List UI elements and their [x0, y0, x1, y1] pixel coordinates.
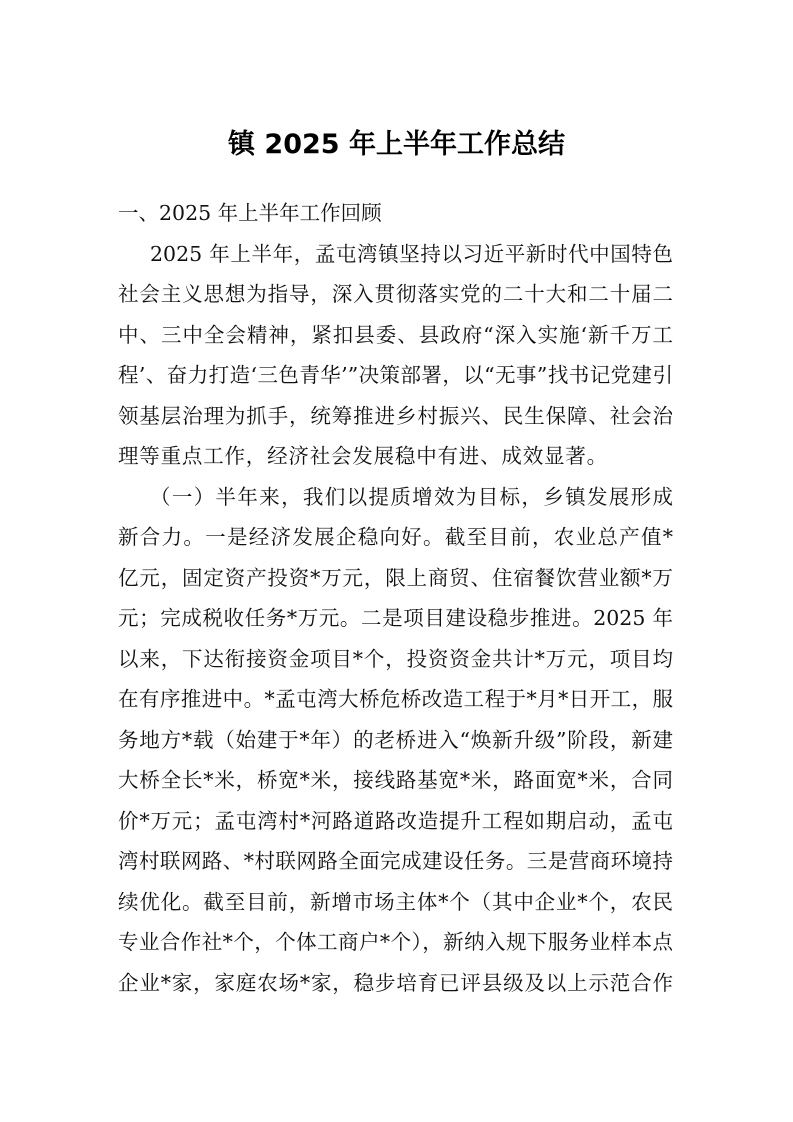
paragraph-line: 程’、奋力打造‘三色青华’”决策部署，以“无事”找书记党建引	[118, 363, 673, 387]
paragraph-line: 元；完成税收任务*万元。二是项目建设稳步推进。2025 年	[118, 606, 673, 630]
paragraph-development-progress	[118, 477, 673, 1004]
paragraph-line: 新合力。一是经济发展企稳向好。截至目前，农业总产值*	[118, 525, 673, 549]
paragraph-line: 大桥全长*米，桥宽*米，接线路基宽*米，路面宽*米，合同	[118, 768, 673, 792]
paragraph-line: 续优化。截至目前，新增市场主体*个（其中企业*个，农民	[118, 889, 673, 914]
paragraph-line: 价*万元；孟屯湾村*河路道路改造提升工程如期启动，孟屯	[118, 808, 673, 833]
paragraph-line: 亿元，固定资产投资*万元，限上商贸、住宿餐饮营业额*万	[118, 565, 673, 590]
paragraph-line: 中、三中全会精神，紧扣县委、县政府“深入实施‘新千万工	[118, 322, 673, 347]
paragraph-line: 企业*家，家庭农场*家，稳步培育已评县级及以上示范合作	[118, 970, 673, 995]
paragraph-line: 务地方*载（始建于*年）的老桥进入“焕新升级”阶段，新建	[118, 727, 673, 752]
paragraph-line: 在有序推进中。*孟屯湾大桥危桥改造工程于*月*日开工，服	[118, 687, 673, 711]
document-body	[118, 193, 673, 1003]
paragraph-line: 专业合作社*个，个体工商户*个），新纳入规下服务业样本点	[118, 930, 673, 954]
paragraph-line: 理等重点工作，经济社会发展稳中有进、成效显著。	[118, 444, 608, 468]
document-title: 镇 2025 年上半年工作总结	[228, 129, 565, 160]
paragraph-review-intro	[118, 234, 673, 477]
section-heading: 一、2025 年上半年工作回顾	[118, 201, 382, 225]
paragraph-line: 湾村联网路、*村联网路全面完成建设任务。三是营商环境持	[118, 849, 673, 873]
paragraph-line: 2025 年上半年，孟屯湾镇坚持以习近平新时代中国特色	[150, 241, 673, 266]
paragraph-line: 领基层治理为抓手，统筹推进乡村振兴、民生保障、社会治	[118, 403, 673, 428]
paragraph-line: 社会主义思想为指导，深入贯彻落实党的二十大和二十届二	[118, 282, 673, 306]
paragraph-line: （一）半年来，我们以提质增效为目标，乡镇发展形成	[150, 484, 673, 509]
paragraph-line: 以来，下达衔接资金项目*个，投资资金共计*万元，项目均	[118, 646, 673, 671]
